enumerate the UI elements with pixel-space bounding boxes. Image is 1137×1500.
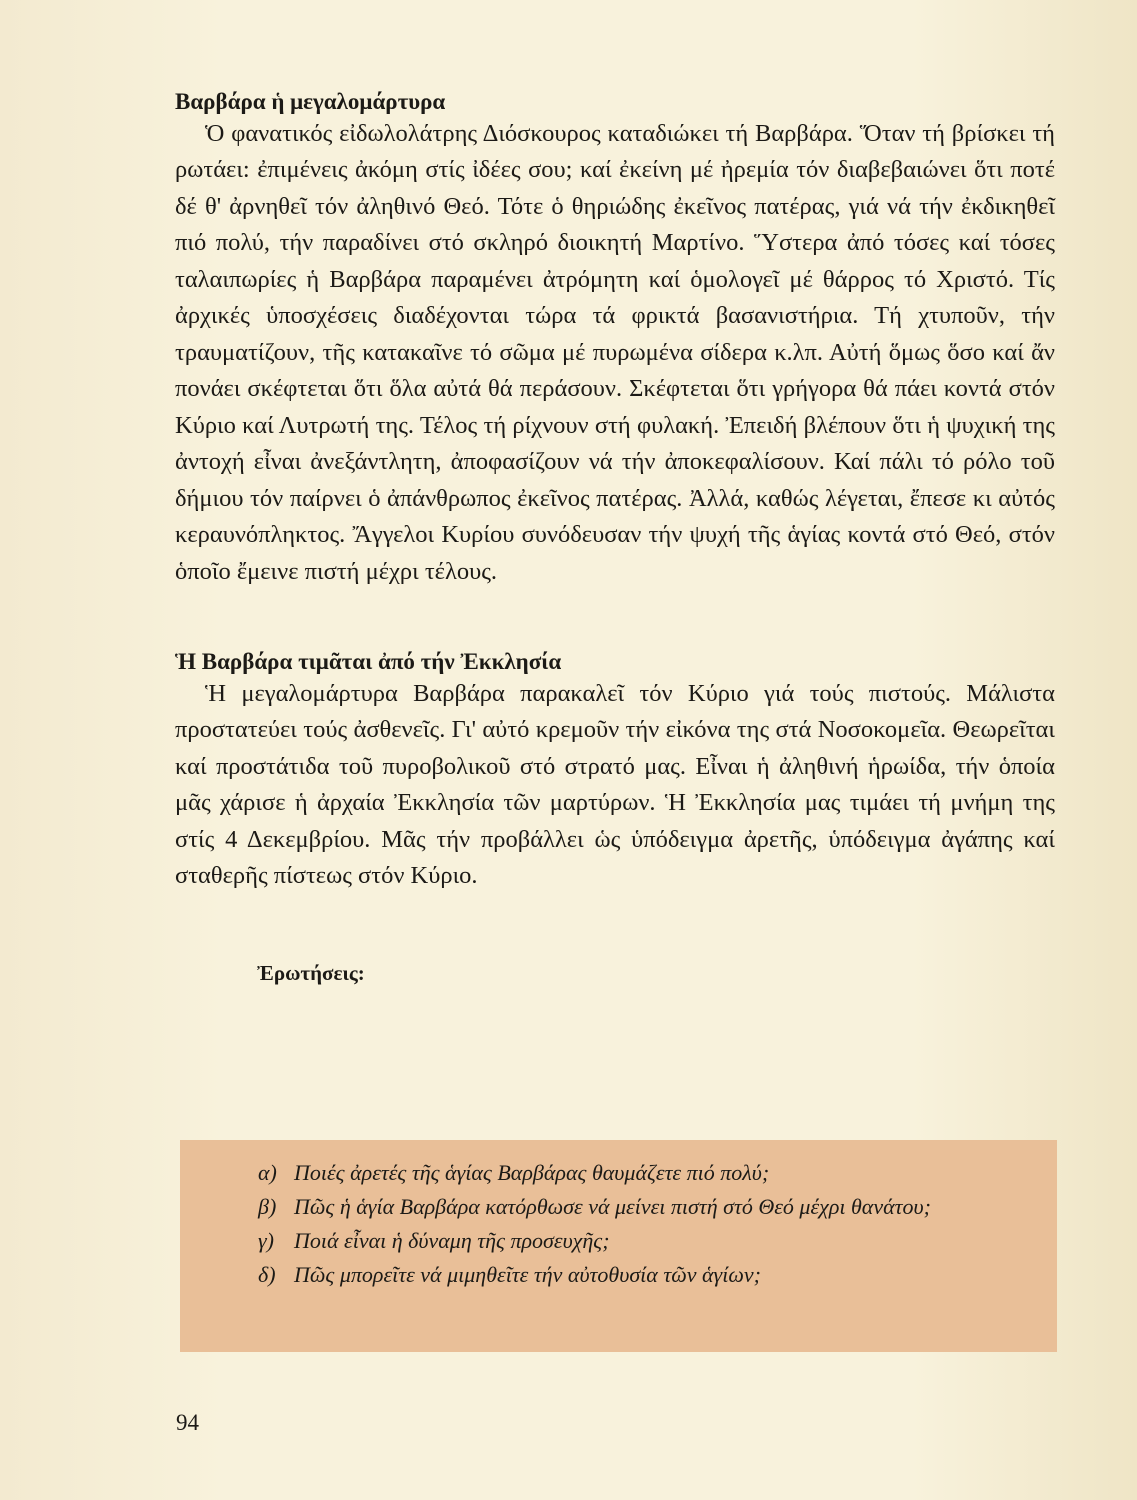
question-item	[258, 1190, 1037, 1224]
section-title: Βαρβάρα ἡ μεγαλομάρτυρα	[175, 89, 446, 114]
question-label: β)	[258, 1194, 277, 1219]
section-body: Ὁ φανατικός εἰδωλολάτρης Διόσκουρος καταδιώκει τή Βαρβάρα. Ὅταν τή βρίσκει τή ρωτάει: ἐπιμένεις ἀκόμη στίς ἰδέες σου; καί ἐκείνη μέ ἠρεμία τόν διαβεβαιώνει ὅτι ποτέ δέ θ' ἀρνηθεῖ τόν ἀληθινό Θεό. Τότε ὁ θηριώδης ἐκεῖνος πατέρας, γιά νά τήν ἐκδικηθεῖ πιό πολύ, τήν παραδίνει στό σκληρό διοικητή Μαρτίνο. Ὕστερα ἀπό τόσες καί τόσες ταλαιπωρίες ἡ Βαρβάρα παραμένει ἀτρόμητη καί ὁμολογεῖ μέ θάρρος τό Χριστό. Τίς ἀρχικές ὑποσχέσεις διαδέχονται τώρα τά φρικτά βασανιστήρια. Τή χτυποῦν, τήν τραυματίζουν, τῆς κατακαῖνε τό σῶμα μέ πυρωμένα σίδερα κ.λπ. Αὐτή ὅμως ὅσο καί ἄν πονάει σκέφτεται ὅτι ὅλα αὐτά θά περάσουν. Σκέφτεται ὅτι γρήγορα θά πάει κοντά στόν Κύριο καί Λυτρωτή της. Τέλος τή ρίχνουν στή φυλακή. Ἐπειδή βλέπουν ὅτι ἡ ψυχική της ἀντοχή εἶναι ἀνεξάντλητη, ἀποφασίζουν νά τήν ἀποκεφαλίσουν. Καί πάλι τό ρόλο τοῦ δήμιου τόν παίρνει ὁ ἀπάνθρωπος ἐκεῖνος πατέρας. Ἀλλά, καθώς λέγεται, ἔπεσε κι αὐτός κεραυνόπληκτος. Ἄγγελοι Κυρίου συνόδευσαν τήν ψυχή τῆς ἁγίας κοντά στό Θεό, στόν ὁποῖο ἔμεινε πιστή μέχρι τέλους.	[175, 119, 1055, 585]
section-title: Ἡ Βαρβάρα τιμᾶται ἀπό τήν Ἐκκλησία	[175, 649, 562, 675]
question-text: Πῶς ἡ ἁγία Βαρβάρα κατόρθωσε νά μείνει πιστή στό Θεό μέχρι θανάτου;	[294, 1194, 931, 1219]
question-text: Ποιά εἶναι ἡ δύναμη τῆς προσευχῆς;	[294, 1228, 610, 1253]
page-content	[175, 80, 1055, 986]
questions-heading: Ἐρωτήσεις:	[257, 960, 365, 985]
section-1	[175, 88, 1055, 116]
section-body: Ἡ μεγαλομάρτυρα Βαρβάρα παρακαλεῖ τόν Κύριο γιά τούς πιστούς. Μάλιστα προστατεύει τούς ἀσθενεῖς. Γι' αὐτό κρεμοῦν τήν εἰκόνα της στά Νοσοκομεῖα. Θεωρεῖται καί προστάτιδα τοῦ πυροβολικοῦ στό στρατό μας. Εἶναι ἡ ἀληθινή ἡρωίδα, τήν ὁποία μᾶς χάρισε ἡ ἀρχαία Ἐκκλησία τῶν μαρτύρων. Ἡ Ἐκκλησία μας τιμάει τή μνήμη της στίς 4 Δεκεμβρίου. Μᾶς τήν προβάλλει ὡς ὑπόδειγμα ἀρετῆς, ὑπόδειγμα ἀγάπης καί σταθερῆς πίστεως στόν Κύριο.	[175, 679, 1055, 890]
page-number: 94	[176, 1410, 199, 1435]
question-item	[258, 1156, 1037, 1190]
questions-box	[180, 1140, 1057, 1352]
question-label: δ)	[258, 1262, 276, 1287]
question-text: Ποιές ἀρετές τῆς ἁγίας Βαρβάρας θαυμάζετε πιό πολύ;	[294, 1160, 770, 1185]
section-2	[175, 648, 1055, 676]
question-item	[258, 1224, 1037, 1258]
question-text: Πῶς μπορεῖτε νά μιμηθεῖτε τήν αὐτοθυσία τῶν ἁγίων;	[294, 1262, 761, 1287]
question-item	[258, 1258, 1037, 1292]
question-label: α)	[258, 1160, 277, 1185]
question-label: γ)	[258, 1228, 274, 1253]
